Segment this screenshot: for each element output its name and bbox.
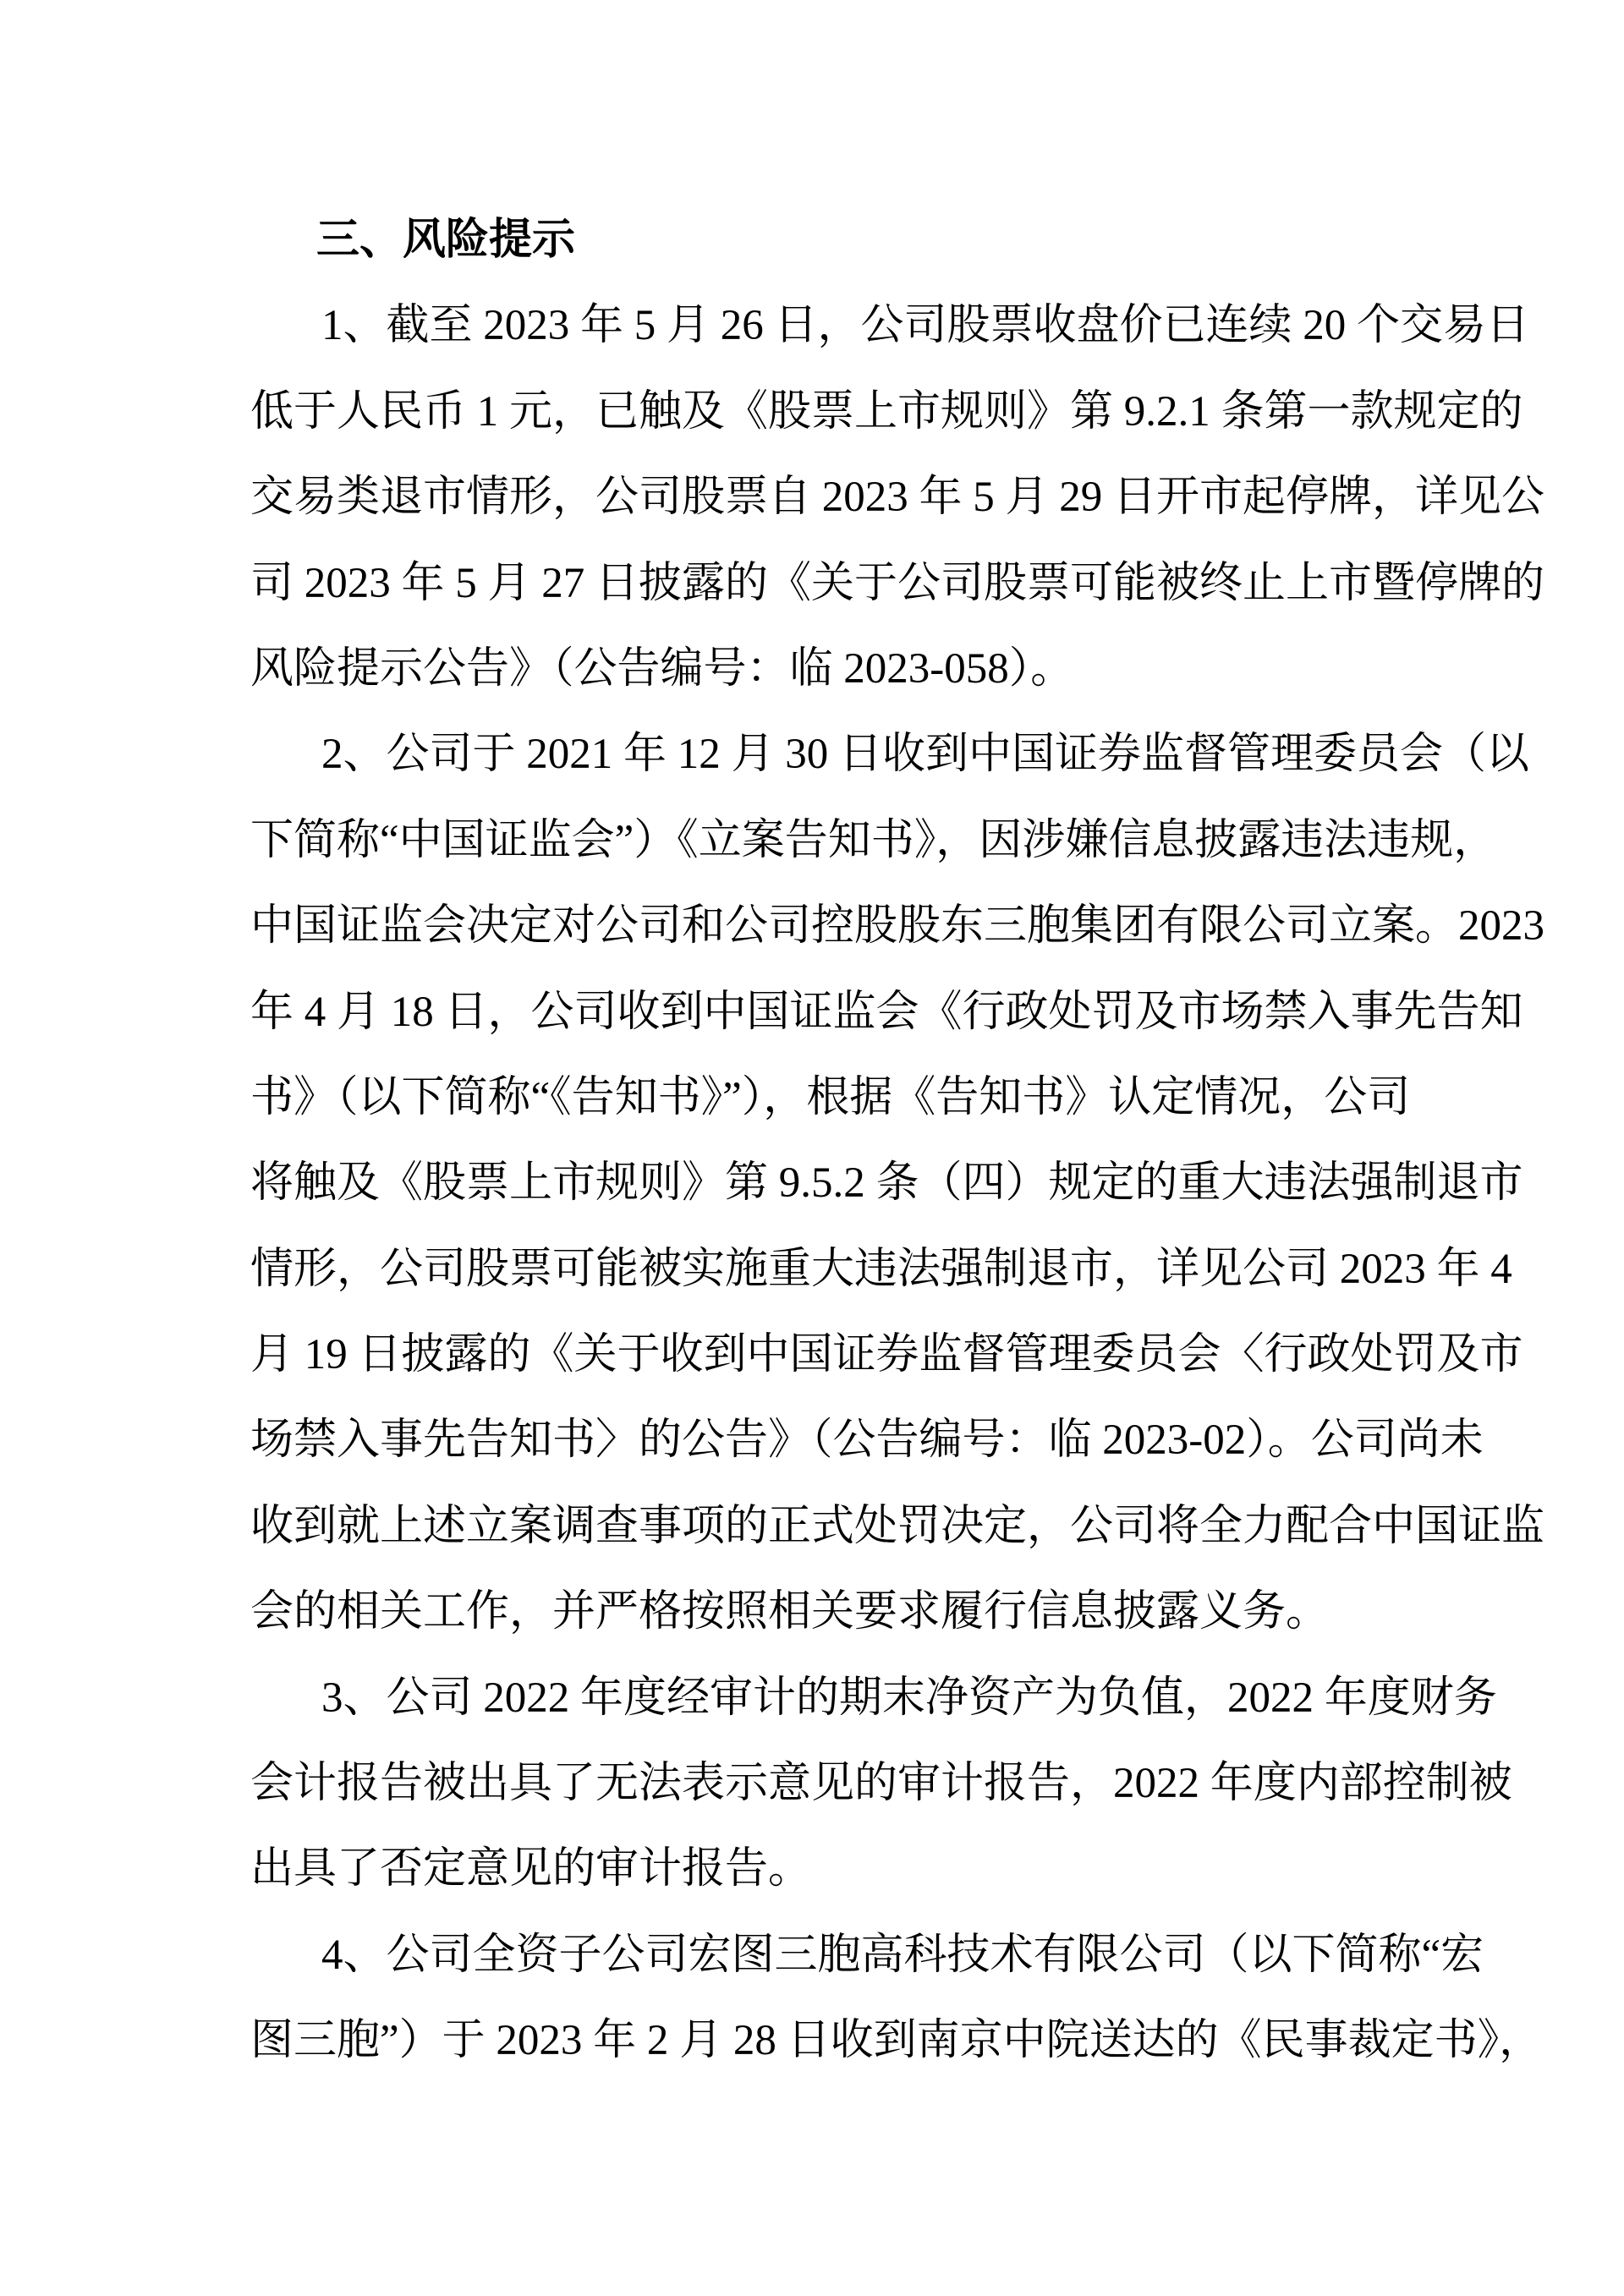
text-line: 风险提示公告》（公告编号：临 2023-058）。 (250, 644, 1074, 693)
text-line: 中国证监会决定对公司和公司控股股东三胞集团有限公司立案。2023 (250, 902, 1545, 951)
text-line: 收到就上述立案调查事项的正式处罚决定，公司将全力配合中国证监 (250, 1502, 1545, 1550)
text-line: 下简称“中国证监会”）《立案告知书》，因涉嫌信息披露违法违规， (250, 816, 1497, 864)
paragraph-1 (250, 283, 1545, 712)
section-heading: 三、风险提示 (316, 216, 576, 264)
paragraph-2 (250, 712, 1545, 1655)
text-line: 年 4 月 18 日，公司收到中国证监会《行政处罚及市场禁入事先告知 (250, 988, 1523, 1036)
text-line: 出具了否定意见的审计报告。 (250, 1845, 812, 1893)
document-page (250, 198, 1545, 2085)
text-line: 将触及《股票上市规则》第 9.5.2 条（四）规定的重大违法强制退市 (250, 1159, 1523, 1208)
text-line: 图三胞”）于 2023 年 2 月 28 日收到南京中院送达的《民事裁定书》， (250, 2017, 1543, 2065)
text-line: 会计报告被出具了无法表示意见的审计报告，2022 年度内部控制被 (250, 1760, 1512, 1808)
text-line: 书》（以下简称“《告知书》”），根据《告知书》认定情况，公司 (250, 1073, 1411, 1121)
text-line: 低于人民币 1 元，已触及《股票上市规则》第 9.2.1 条第一款规定的 (250, 387, 1523, 436)
text-line: 场禁入事先告知书〉的公告》（公告编号：临 2023-02）。公司尚未 (250, 1417, 1484, 1465)
text-line: 1、截至 2023 年 5 月 26 日，公司股票收盘价已连续 20 个交易日 (321, 302, 1530, 350)
paragraph-4 (250, 1913, 1543, 2085)
text-line: 情形，公司股票可能被实施重大违法强制退市，详见公司 2023 年 4 (250, 1245, 1512, 1293)
text-line: 会的相关工作，并严格按照相关要求履行信息披露义务。 (250, 1588, 1330, 1636)
paragraphs (250, 283, 1545, 2084)
paragraph-3 (250, 1656, 1512, 1913)
text-line: 2、公司于 2021 年 12 月 30 日收到中国证券监督管理委员会（以 (321, 731, 1530, 779)
text-line: 4、公司全资子公司宏图三胞高科技术有限公司（以下简称“宏 (321, 1931, 1484, 1979)
text-line: 交易类退市情形，公司股票自 2023 年 5 月 29 日开市起停牌，详见公 (250, 474, 1545, 522)
text-line: 3、公司 2022 年度经审计的期末净资产为负值，2022 年度财务 (321, 1674, 1497, 1722)
text-line: 司 2023 年 5 月 27 日披露的《关于公司股票可能被终止上市暨停牌的 (250, 559, 1545, 607)
text-line: 月 19 日披露的《关于收到中国证券监督管理委员会〈行政处罚及市 (250, 1331, 1523, 1379)
